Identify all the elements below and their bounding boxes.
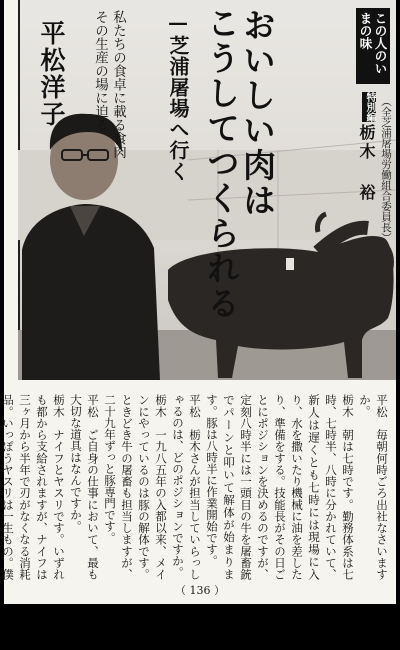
body-paragraph: 平松 毎朝何時ごろ出社なさいますか。 <box>358 394 389 580</box>
body-paragraph: 栃木 一九八五年の入都以来、メインにやっているのは豚の解体です。ときどき牛の屠畜も担当しますが、二十九年ずっと豚専門です。 <box>103 394 168 580</box>
guest-role: （全芝浦屠場労働組合委員長） <box>380 96 392 243</box>
headline-line-1: おいしい肉は <box>238 8 277 218</box>
series-label: この人のいまの味 <box>356 8 390 84</box>
body-paragraph: 平松 栃木さんが担当していらっしゃるのは、どのポジションですか。 <box>171 394 202 580</box>
body-paragraph: 栃木 朝は七時です。勤務体系は七時、七時半、八時に分かれていて、新人は遅くとも七時には現場に入り、水を撒いたり機械に油を差したり、準備をする。技能長がその日ごとにポジションを決めるのですが、定刻八時半には一頭目の牛を屠畜銃でパーンと叩いて解体が始まります。豚は八時半に作業開始です。 <box>205 394 355 580</box>
page-number: （ 136 ） <box>175 584 225 597</box>
body-paragraph: 栃木 ナイフとヤスリです。いずれも都から支給されますが、ナイフは三ヶ月から半年で刃がなくなる消耗品。いっぽうヤスリは一生もの。僕 <box>1 394 66 580</box>
headline-subtitle: —芝浦屠場へ行く <box>166 10 190 182</box>
lead-line-2: その生産の場に迫る <box>92 10 108 132</box>
headline-line-2: こうしてつくられる <box>202 6 241 321</box>
body-paragraph: 平松 ご自身の仕事において、最も大切な道具はなんですか。 <box>69 394 100 580</box>
magazine-page <box>1 0 396 604</box>
lead-line-1: 私たちの食卓に載る食肉 <box>110 10 126 159</box>
interview-body <box>1 394 390 580</box>
guest-name: 栃木 裕 <box>357 124 376 203</box>
author-name: 平松洋子 <box>37 20 66 128</box>
bottom-black-band <box>0 604 400 650</box>
special-edition-tag: 特別編 <box>364 92 375 122</box>
